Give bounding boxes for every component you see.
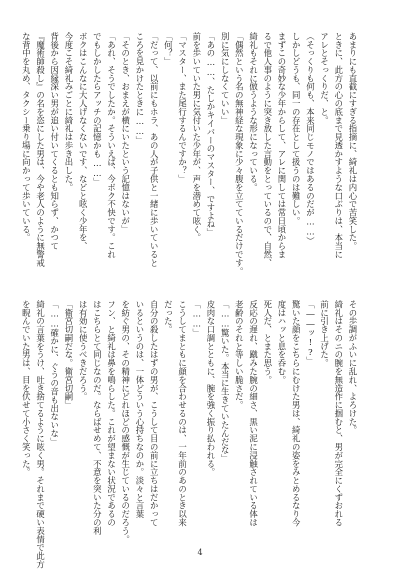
text-column: な背中を丸め、タクシー乗り場に向かって歩いている。 <box>21 32 32 242</box>
text-column: を睨んでいた男は、目を伏せて小さく笑った。 <box>21 300 32 477</box>
text-column: フン、と綺礼は鼻を鳴らした。これが望まない状況であるの <box>106 300 117 527</box>
text-column: 綺礼はそのニの腕を無造作に掴むと、男が完全にくずおれる <box>333 300 344 527</box>
text-column: 「あれ、そうでしたか。そういえば、今ボク不快です。これ <box>106 32 117 259</box>
text-column: を紡ぐ男の、その精神にどれほどの感慨が生じているのだろう。 <box>120 300 131 544</box>
text-column: 「マスター、また尾行するんですか？」 <box>177 32 188 184</box>
text-column: 老齢のそれと等しい脆さだ。 <box>234 300 245 410</box>
text-column: 「衛宮切嗣だな。衛宮切嗣」 <box>63 300 74 410</box>
text-column: こうしてまともに顔を合わせるのは、一年前のあのとき以来 <box>177 300 188 527</box>
text-column: 死人だ、とまた思う。 <box>262 300 273 384</box>
text-column: でもしかしたらアッチの記憶かも……」 <box>92 32 103 187</box>
text-column: 自分の殺したはずの男が、こうして目の前に立ちはだかって <box>149 300 160 527</box>
text-column: 驚いた顔をこちらにむけた男は、綺礼の姿をみとめるなり今 <box>291 300 302 527</box>
text-column: 前を歩いていた男に気付いた少年が、声を潜めて呟く。 <box>191 32 202 242</box>
text-column: 「だって、以前にもホラ、あの人が子供と一緒に歩いていると <box>149 32 160 267</box>
text-column: 別に気にしなくていい」 <box>220 32 231 125</box>
text-column: 綺礼の言葉をうけ、吐き捨てるように呟く男。それまで硬い表情で此方 <box>35 300 46 569</box>
text-column: 前に引き上げた。 <box>319 300 330 368</box>
text-column: 綺礼もそれに倣うような形になっている。 <box>248 32 259 192</box>
text-column: しかしどうも、同一の存在として扱うのは難しい。 <box>291 32 302 225</box>
text-column: 「何？」 <box>163 32 174 66</box>
text-tier-bottom <box>21 300 360 569</box>
text-column: 「偶然という名の無神経な現象に少々腹を立てているだけです。 <box>234 32 245 276</box>
text-column: 「……驚いた。本当に生きていたんだな」 <box>220 300 231 463</box>
text-column: 「あの……、たしかキイバーのマスター、ですよね」 <box>205 32 216 237</box>
text-column: はこちらとて同じなのだ。ならばせめて、不意を突いた分の利 <box>92 300 103 535</box>
text-column: あまりにも直截にすぎる指摘に、綺礼は内心で苦笑した。 <box>348 32 358 251</box>
text-column: ころを見かけたときに……」 <box>134 32 145 145</box>
text-column: 反応の遅れ、蹴みた腕の細さ、黒い泥に浸触されている体は <box>248 300 259 527</box>
text-column: ときに、此方の心の底まで見透かすような口ぶりは、本当に <box>333 32 344 259</box>
text-column: は有効に使うべきだろう。 <box>78 300 89 401</box>
text-column: 「……確かに、ぐうの音も出ないな」 <box>49 300 60 446</box>
text-column: いるというのは、一体どういう心持ちなのか。淡々と言葉 <box>134 300 145 519</box>
text-column: 背後から因縁深い男が追い付いてくるとも知らず、かつて <box>49 32 60 251</box>
text-column: 「――ッ!?」 <box>305 300 316 366</box>
text-column: 皮肉な口調とともに、腕を強く振り払われる。 <box>205 300 216 477</box>
text-column: 今度こそ綺礼みごとに綺礼は歩き出した。 <box>63 32 74 192</box>
text-column: アレとそっくりだ、と。 <box>319 32 330 125</box>
text-column: 「……」 <box>191 300 202 337</box>
text-column: その歩調がふいに乱れ、よろけた。 <box>348 300 358 435</box>
text-column: るで他人事のように突き放した言動をとっているので、自然、 <box>262 32 273 267</box>
text-column: まずこの奇妙な少年からして、アレに関しては常日頃からま <box>276 32 287 259</box>
text-column: 度はハッと息を呑む。 <box>276 300 287 384</box>
text-column: 『魔術師殺し』の名を恣にした男は、今や老人のように無警戒 <box>35 32 46 267</box>
text-column: ボクはこんなに大人げなくないです、などと呟く少年を、 <box>78 32 89 251</box>
text-tier-top <box>21 32 360 276</box>
text-column: 「そのとき、おまえが横にいたという記憶はないが」 <box>120 32 131 234</box>
text-column: だった。 <box>163 300 174 334</box>
text-column: （そっくりも何も、本来同じモノではあるのだが……） <box>305 32 316 245</box>
page-number: 4 <box>197 548 203 557</box>
